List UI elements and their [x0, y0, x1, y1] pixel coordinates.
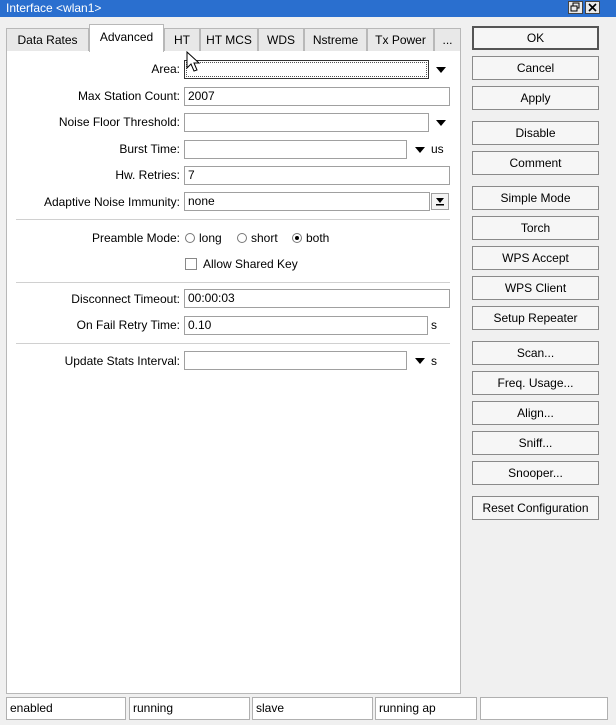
restore-icon	[569, 2, 582, 13]
preamble-short-radio[interactable]: short	[237, 231, 278, 245]
dropdown-arrow-icon	[432, 194, 448, 209]
wps-accept-button[interactable]: WPS Accept	[472, 246, 599, 270]
apply-button[interactable]: Apply	[472, 86, 599, 110]
radio-dot	[237, 233, 247, 243]
status-running-ap: running ap	[375, 697, 477, 720]
tab-wds[interactable]: WDS	[258, 28, 304, 51]
area-label: Area:	[151, 62, 180, 76]
radio-dot-selected	[292, 233, 302, 243]
setup-repeater-button[interactable]: Setup Repeater	[472, 306, 599, 330]
status-running: running	[129, 697, 250, 720]
preamble-mode-label: Preamble Mode:	[91, 231, 180, 245]
noise-floor-dropdown-icon[interactable]	[435, 117, 447, 129]
reset-configuration-button[interactable]: Reset Configuration	[472, 496, 599, 520]
status-empty	[480, 697, 608, 720]
freq-usage-button[interactable]: Freq. Usage...	[472, 371, 599, 395]
burst-time-unit: us	[431, 142, 444, 156]
disconnect-timeout-input[interactable]: 00:00:03	[184, 289, 450, 308]
adaptive-noise-immunity-select[interactable]: none	[184, 192, 430, 211]
comment-button[interactable]: Comment	[472, 151, 599, 175]
status-slave: slave	[252, 697, 373, 720]
max-station-count-label: Max Station Count:	[77, 89, 180, 103]
hw-retries-input[interactable]: 7	[184, 166, 450, 185]
update-stats-interval-label: Update Stats Interval:	[64, 354, 180, 368]
tab-data-rates[interactable]: Data Rates	[6, 28, 89, 51]
wps-client-button[interactable]: WPS Client	[472, 276, 599, 300]
preamble-long-radio[interactable]: long	[185, 231, 222, 245]
simple-mode-button[interactable]: Simple Mode	[472, 186, 599, 210]
cancel-button[interactable]: Cancel	[472, 56, 599, 80]
update-stats-dropdown-icon[interactable]	[414, 355, 426, 367]
title-bar	[0, 0, 616, 17]
allow-shared-key-checkbox[interactable]	[185, 258, 197, 270]
disconnect-timeout-label: Disconnect Timeout:	[71, 292, 180, 306]
update-stats-interval-input[interactable]	[184, 351, 407, 370]
burst-time-dropdown-icon[interactable]	[414, 144, 426, 156]
area-select[interactable]	[184, 60, 429, 79]
close-button[interactable]	[585, 1, 600, 14]
burst-time-input[interactable]	[184, 140, 407, 159]
align-button[interactable]: Align...	[472, 401, 599, 425]
adaptive-noise-immunity-label: Adaptive Noise Immunity:	[43, 195, 180, 209]
window-title: Interface <wlan1>	[6, 1, 102, 15]
scan-button[interactable]: Scan...	[472, 341, 599, 365]
on-fail-retry-time-label: On Fail Retry Time:	[76, 318, 180, 332]
max-station-count-input[interactable]: 2007	[184, 87, 450, 106]
tab-ht[interactable]: HT	[164, 28, 200, 51]
tab-advanced[interactable]: Advanced	[89, 24, 164, 52]
torch-button[interactable]: Torch	[472, 216, 599, 240]
radio-dot	[185, 233, 195, 243]
tab-nstreme[interactable]: Nstreme	[304, 28, 367, 51]
preamble-both-radio[interactable]: both	[292, 231, 329, 245]
separator	[16, 219, 450, 220]
mouse-pointer-icon	[186, 51, 204, 73]
on-fail-retry-time-input[interactable]: 0.10	[184, 316, 428, 335]
status-enabled: enabled	[6, 697, 126, 720]
adaptive-noise-dropdown-button[interactable]	[431, 193, 449, 210]
noise-floor-threshold-label: Noise Floor Threshold:	[58, 115, 180, 129]
allow-shared-key-label: Allow Shared Key	[203, 257, 298, 271]
close-icon	[586, 2, 599, 13]
update-stats-interval-unit: s	[431, 354, 437, 368]
separator	[16, 282, 450, 283]
on-fail-retry-time-unit: s	[431, 318, 437, 332]
area-dropdown-icon[interactable]	[435, 64, 447, 76]
hw-retries-label: Hw. Retries:	[115, 168, 180, 182]
snooper-button[interactable]: Snooper...	[472, 461, 599, 485]
sniff-button[interactable]: Sniff...	[472, 431, 599, 455]
ok-button[interactable]: OK	[472, 26, 599, 50]
burst-time-label: Burst Time:	[119, 142, 180, 156]
disable-button[interactable]: Disable	[472, 121, 599, 145]
separator	[16, 343, 450, 344]
tab-tx-power[interactable]: Tx Power	[367, 28, 434, 51]
tab-more[interactable]: ...	[434, 28, 461, 51]
restore-button[interactable]	[568, 1, 583, 14]
tab-ht-mcs[interactable]: HT MCS	[200, 28, 258, 51]
noise-floor-threshold-input[interactable]	[184, 113, 429, 132]
